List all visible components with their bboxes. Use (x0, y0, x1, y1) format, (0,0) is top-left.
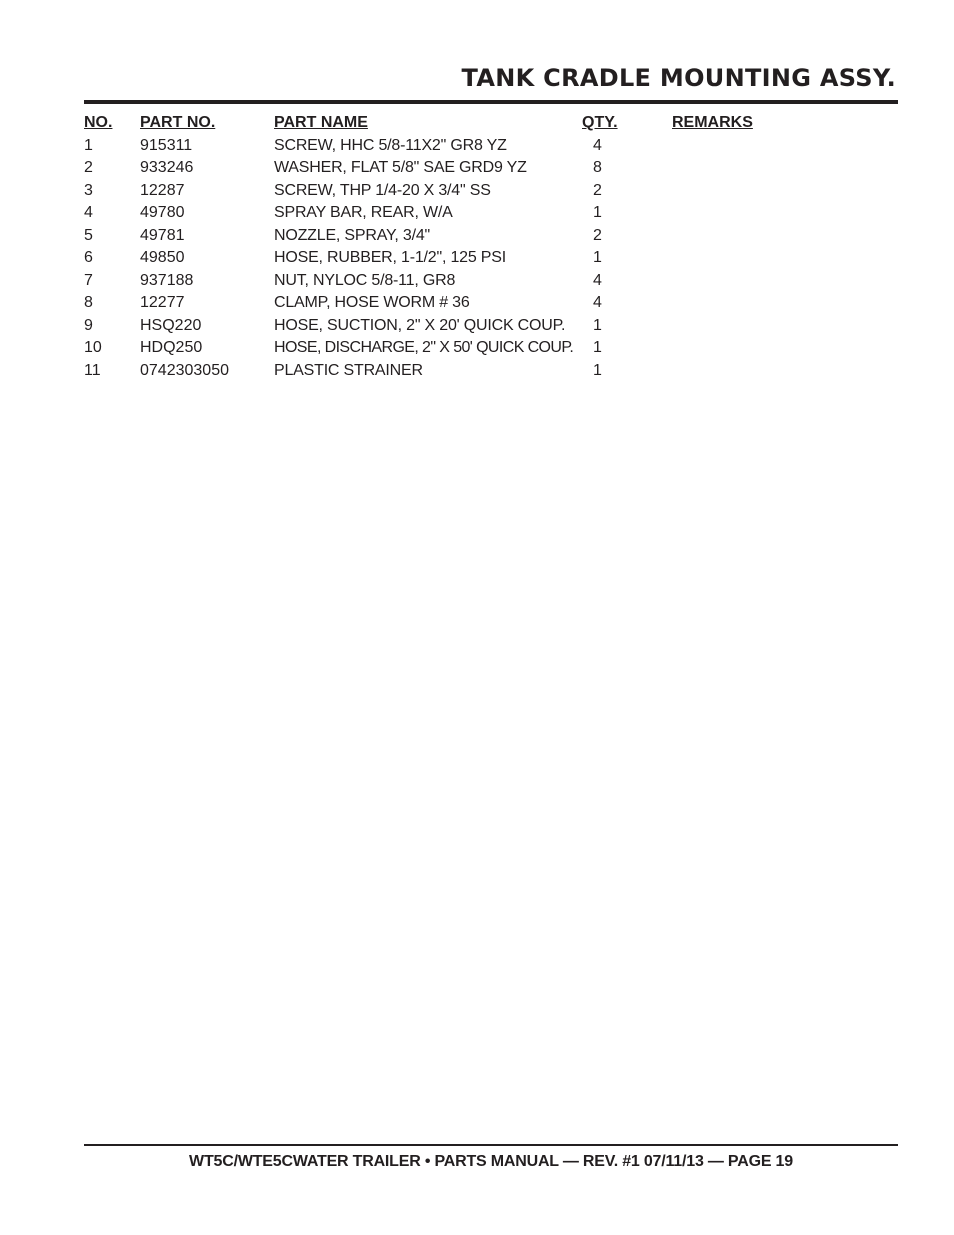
row-no: 10 (84, 339, 102, 356)
row-remarks (672, 270, 872, 293)
row-remarks (672, 292, 872, 315)
row-qty: 1 (593, 316, 602, 334)
row-part-name: HOSE, SUCTION, 2" X 20' QUICK COUP. (274, 316, 566, 334)
table-row (84, 247, 872, 270)
row-part-name: PLASTIC STRAINER (274, 361, 423, 379)
row-part-no: 12277 (140, 294, 185, 311)
row-qty: 8 (593, 159, 602, 176)
row-part-no: 915311 (140, 136, 193, 154)
table-row (84, 135, 872, 158)
row-part-name: SPRAY BAR, REAR, W/A (274, 204, 453, 221)
row-qty: 1 (593, 249, 602, 266)
table-header-row (84, 112, 872, 135)
row-no: 5 (84, 226, 93, 244)
row-part-no: 49781 (140, 226, 185, 244)
row-qty: 2 (593, 181, 602, 199)
footer-divider (84, 1144, 898, 1146)
table-row (84, 292, 872, 315)
column-header-no: NO. (84, 114, 113, 131)
row-no: 6 (84, 249, 93, 266)
table-row (84, 225, 872, 248)
row-no: 7 (84, 271, 93, 289)
row-part-name: HOSE, RUBBER, 1-1/2", 125 PSI (274, 249, 506, 266)
row-remarks (672, 315, 872, 338)
row-part-no: 12287 (140, 181, 185, 199)
row-qty: 4 (593, 294, 602, 311)
row-qty: 1 (593, 361, 602, 379)
row-remarks (672, 202, 872, 225)
row-part-no: HDQ250 (140, 339, 203, 356)
column-header-qty: QTY. (582, 114, 618, 131)
row-no: 9 (84, 316, 93, 334)
column-header-part-name: PART NAME (274, 114, 368, 131)
table-row (84, 157, 872, 180)
table-row (84, 180, 872, 203)
row-part-no: HSQ220 (140, 316, 202, 334)
row-part-name: SCREW, HHC 5/8-11X2" GR8 YZ (274, 136, 507, 154)
row-no: 4 (84, 204, 93, 221)
row-no: 3 (84, 181, 93, 199)
row-qty: 2 (593, 226, 602, 244)
row-part-name: NUT, NYLOC 5/8-11, GR8 (274, 271, 456, 289)
row-remarks (672, 360, 872, 383)
row-remarks (672, 157, 872, 180)
row-part-name: WASHER, FLAT 5/8" SAE GRD9 YZ (274, 159, 527, 176)
row-part-name: CLAMP, HOSE WORM # 36 (274, 294, 470, 311)
row-remarks (672, 180, 872, 203)
row-part-no: 49780 (140, 204, 185, 221)
row-qty: 4 (593, 271, 602, 289)
parts-table (84, 112, 872, 382)
column-header-remarks: REMARKS (672, 114, 753, 131)
row-no: 1 (84, 136, 93, 154)
row-qty: 1 (593, 204, 602, 221)
column-header-part-no: PART NO. (140, 114, 216, 131)
row-remarks (672, 135, 872, 158)
row-no: 2 (84, 159, 93, 176)
row-qty: 1 (593, 339, 602, 356)
row-remarks (672, 247, 872, 270)
table-row (84, 315, 872, 338)
row-no: 11 (84, 361, 101, 379)
page-footer: WT5C/WTE5CWATER TRAILER • PARTS MANUAL — REV. #1 07/11/13 — PAGE 19 (189, 1153, 793, 1170)
row-part-no: 933246 (140, 159, 194, 176)
row-part-name: HOSE, DISCHARGE, 2" X 50' QUICK COUP. (274, 339, 574, 356)
row-part-no: 937188 (140, 271, 194, 289)
row-part-no: 0742303050 (140, 361, 229, 379)
page-title: TANK CRADLE MOUNTING ASSY. (461, 64, 896, 92)
row-remarks (672, 337, 872, 360)
table-row (84, 337, 872, 360)
row-part-name: NOZZLE, SPRAY, 3/4" (274, 226, 431, 244)
table-row (84, 270, 872, 293)
title-divider (84, 100, 898, 104)
table-row (84, 202, 872, 225)
row-qty: 4 (593, 136, 602, 154)
row-part-no: 49850 (140, 249, 185, 266)
table-row (84, 360, 872, 383)
row-part-name: SCREW, THP 1/4-20 X 3/4" SS (274, 181, 491, 199)
row-remarks (672, 225, 872, 248)
row-no: 8 (84, 294, 93, 311)
